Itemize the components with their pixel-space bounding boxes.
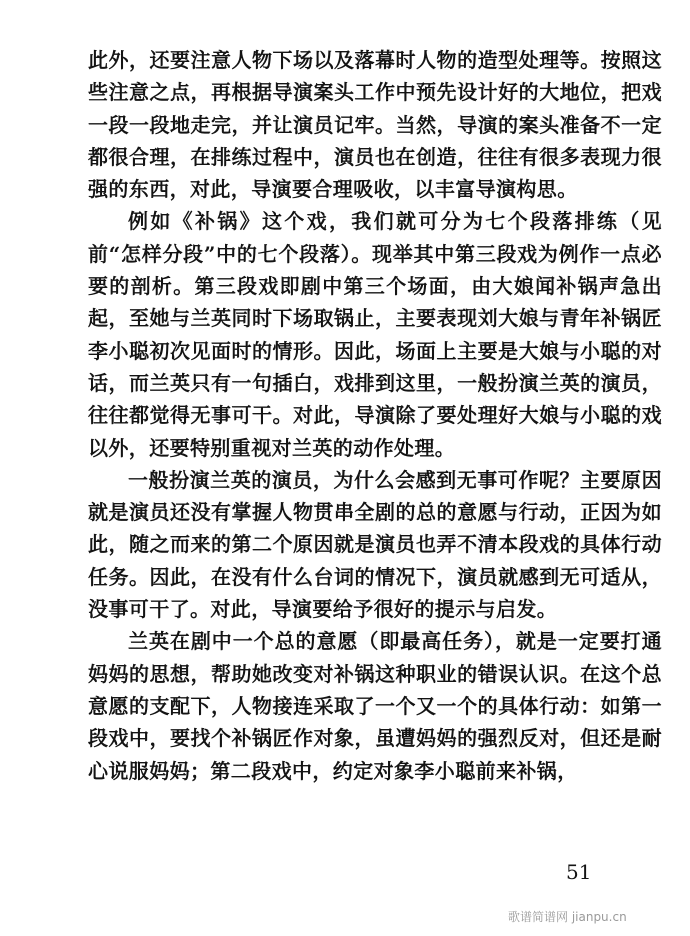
paragraph-3: 一般扮演兰英的演员，为什么会感到无事可作呢？主要原因就是演员还没有掌握人物贯串全剧的总的意愿与行动，正因为如此，随之而来的第二个原因就是演员也弄不清本段戏的具体行动任务。因此，在没有什么台词的情况下，演员就感到无可适从，没事可干了。对此，导演要给予很好的提示与启发。 — [88, 467, 662, 622]
paragraph-1: 此外，还要注意人物下场以及落幕时人物的造型处理等。按照这些注意之点，再根据导演案头工作中预先设计好的大地位，把戏一段一段地走完，并让演员记牢。当然，导演的案头准备不一定都很合理，在排练过程中，演员也在创造，往往有很多表现力很强的东西，对此，导演要合理吸收，以丰富导演构思。 — [88, 48, 662, 202]
paragraph-2: 例如《补锅》这个戏，我们就可分为七个段落排练（见前“怎样分段”中的七个段落）。现举其中第三段戏为例作一点必要的剖析。第三段戏即剧中第三个场面，由大娘闻补锅声急出起，至她与兰英同时下场取锅止，主要表现刘大娘与青年补锅匠李小聪初次见面时的情形。因此，场面上主要是大娘与小聪的对话，而兰英只有一句插白，戏排到这里，一般扮演兰英的演员，往往都觉得无事可干。对此，导演除了要处理好大娘与小聪的戏以外，还要特别重视对兰英的动作处理。 — [88, 209, 662, 460]
body-text — [88, 44, 662, 787]
paragraph-4: 兰英在剧中一个总的意愿（即最高任务），就是一定要打通妈妈的思想，帮助她改变对补锅这种职业的错误认识。在这个总意愿的支配下，人物接连采取了一个又一个的具体行动：如第一段戏中，要找个补锅匠作对象，虽遭妈妈的强烈反对，但还是耐心说服妈妈；第二段戏中，约定对象李小聪前来补锅， — [88, 629, 662, 783]
site-watermark: 歌谱简谱网 jianpu.cn — [508, 910, 627, 924]
page-number: 51 — [566, 860, 592, 884]
